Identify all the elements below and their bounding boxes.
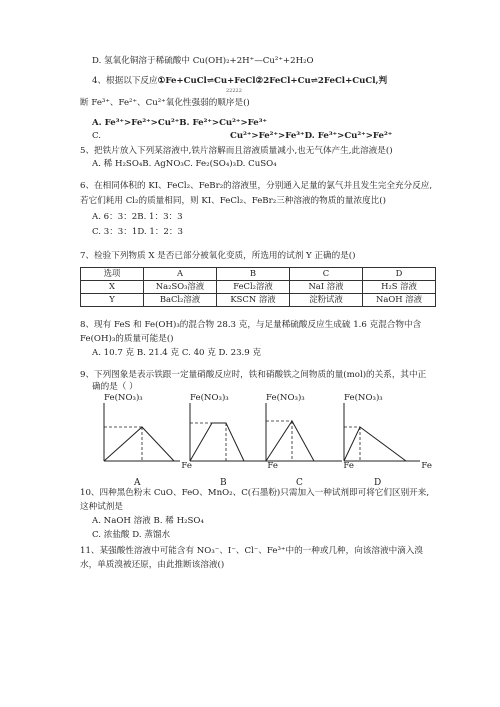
graph-y-label: Fe(NO₃)₃ <box>344 393 383 403</box>
q4-tiny-mark: 22222 <box>226 88 242 94</box>
q10-options-ab: A. NaOH 溶液 B. 稀 H₂SO₄ <box>92 516 204 526</box>
table-cell: Y <box>81 294 144 307</box>
q5-stem: 5、把铁片放入下列某溶液中,铁片溶解而且溶液质量减小,也无气体产生,此溶液是() <box>80 146 393 156</box>
table-cell: FeCl₂溶液 <box>217 281 290 294</box>
q11-line1: 11、某强酸性溶液中可能含有 NO₃⁻、I⁻、Cl⁻、Fe³⁺中的一种或几种，向该溶液中滴入溴 <box>80 546 423 556</box>
graph-x-label: Fe <box>421 461 432 471</box>
table-header-row <box>81 268 436 281</box>
q4-reaction: ①Fe+CuCl⇌Cu+FeCl②2FeCl+Cu⇌2FeCl+CuCl,判 <box>157 76 388 86</box>
graph-y-label: Fe(NO₃)₃ <box>190 393 229 403</box>
q9-line1: 9、下列图象是表示铁跟一定量硝酸反应时，铁和硝酸铁之间物质的量(mol)的关系，其中正 <box>80 370 427 380</box>
q4-options-cd: Cu²⁺>Fe²⁺>Fe³⁺D. Fe³⁺>Cu²⁺>Fe²⁺ <box>230 131 393 141</box>
q5-options: A. 稀 H₂SO₄B. AgNO₃C. Fe₂(SO₄)₃D. CuSO₄ <box>92 159 277 169</box>
q9-graph-c <box>262 393 354 488</box>
table-cell: X <box>81 281 144 294</box>
q10-line2: 这种试剂是 <box>80 502 123 512</box>
q4-line2: 断 Fe³⁺、Fe²⁺、Cu²⁺氧化性强弱的顺序是() <box>80 98 250 108</box>
table-cell: A <box>144 268 217 281</box>
q3-option-d: D. 氢氧化铜溶于稀硫酸中 Cu(OH)₂+2H⁺—Cu²⁺+2H₂O <box>92 56 314 66</box>
q11-line2: 水，单质溴被还原，由此推断该溶液() <box>80 560 225 570</box>
table-cell: C <box>290 268 363 281</box>
graph-option-label: C <box>296 478 303 488</box>
table-cell: Na₂SO₃溶液 <box>144 281 217 294</box>
q9-graph-a <box>100 393 192 488</box>
q9-line2: 确的是（ ） <box>92 382 138 392</box>
q9-graph-b <box>186 393 278 488</box>
q10-options-cd: C. 浓盐酸 D. 蒸馏水 <box>92 530 171 540</box>
graph-curve <box>344 427 406 461</box>
q8-options: A. 10.7 克 B. 21.4 克 C. 40 克 D. 23.9 克 <box>92 348 262 358</box>
graph-d-plot <box>340 393 430 477</box>
q8-line2: Fe(OH)₃的质量可能是() <box>80 334 174 344</box>
q7-options-table <box>80 267 436 307</box>
graph-option-label: D <box>374 478 382 488</box>
table-cell: NaOH 溶液 <box>363 294 436 307</box>
graph-x-label: Fe <box>267 461 278 471</box>
graph-x-label: Fe <box>343 461 354 471</box>
table-row <box>81 281 436 294</box>
graph-c-plot <box>262 393 352 477</box>
graph-x-label: Fe <box>181 461 192 471</box>
table-cell: B <box>217 268 290 281</box>
graph-curve <box>104 427 174 461</box>
graph-y-label: Fe(NO₃)₃ <box>104 393 143 403</box>
table-cell: KSCN 溶液 <box>217 294 290 307</box>
graph-curve <box>266 421 314 461</box>
table-cell: BaCl₂溶液 <box>144 294 217 307</box>
table-cell: D <box>363 268 436 281</box>
graph-curve <box>190 423 244 461</box>
q6-options-cd: C. 3：3：1D. 1：2：3 <box>92 227 183 237</box>
q7-stem: 7、检验下列物质 X 是否已部分被氧化变质，所选用的试剂 Y 正确的是() <box>80 251 356 261</box>
q6-line2: 若它们耗用 Cl₂的质量相同，则 KI、FeCl₂、FeBr₂三种溶液的物质的量浓度比() <box>80 196 386 206</box>
q6-line1: 6、在相同体积的 KI、FeCl₂、FeBr₂的溶液里，分别通入足量的氯气并且发生完全充分反应, <box>80 181 433 191</box>
graph-option-label: B <box>220 478 227 488</box>
q4-options-ab: A. Fe³⁺>Fe²⁺>Cu²⁺B. Fe²⁺>Cu²⁺>Fe³⁺ <box>92 118 268 128</box>
q4-prefix: 4、根据以下反应 <box>92 76 158 86</box>
table-row <box>81 294 436 307</box>
table-cell: NaI 溶液 <box>290 281 363 294</box>
q4-option-c-label: C. <box>92 131 102 141</box>
graph-a-plot <box>100 393 190 477</box>
q8-line1: 8、现有 FeS 和 Fe(OH)₃的混合物 28.3 克，与足量稀硫酸反应生成硫 1.6 克混合物中含 <box>80 320 422 330</box>
graph-option-label: A <box>134 478 141 488</box>
table-cell: 选项 <box>81 268 144 281</box>
q6-options-ab: A. 6：3：2B. 1：3：3 <box>92 212 183 222</box>
table-cell: H₂S 溶液 <box>363 281 436 294</box>
graph-y-label: Fe(NO₃)₃ <box>266 393 305 403</box>
q9-graph-d <box>340 393 432 488</box>
q4-line1 <box>92 76 387 88</box>
table-cell: 淀粉试液 <box>290 294 363 307</box>
q10-line1: 10、四种黑色粉末 CuO、FeO、MnO₂、C(石墨粉)只需加入一种试剂即可将它们区别开来, <box>80 488 430 498</box>
